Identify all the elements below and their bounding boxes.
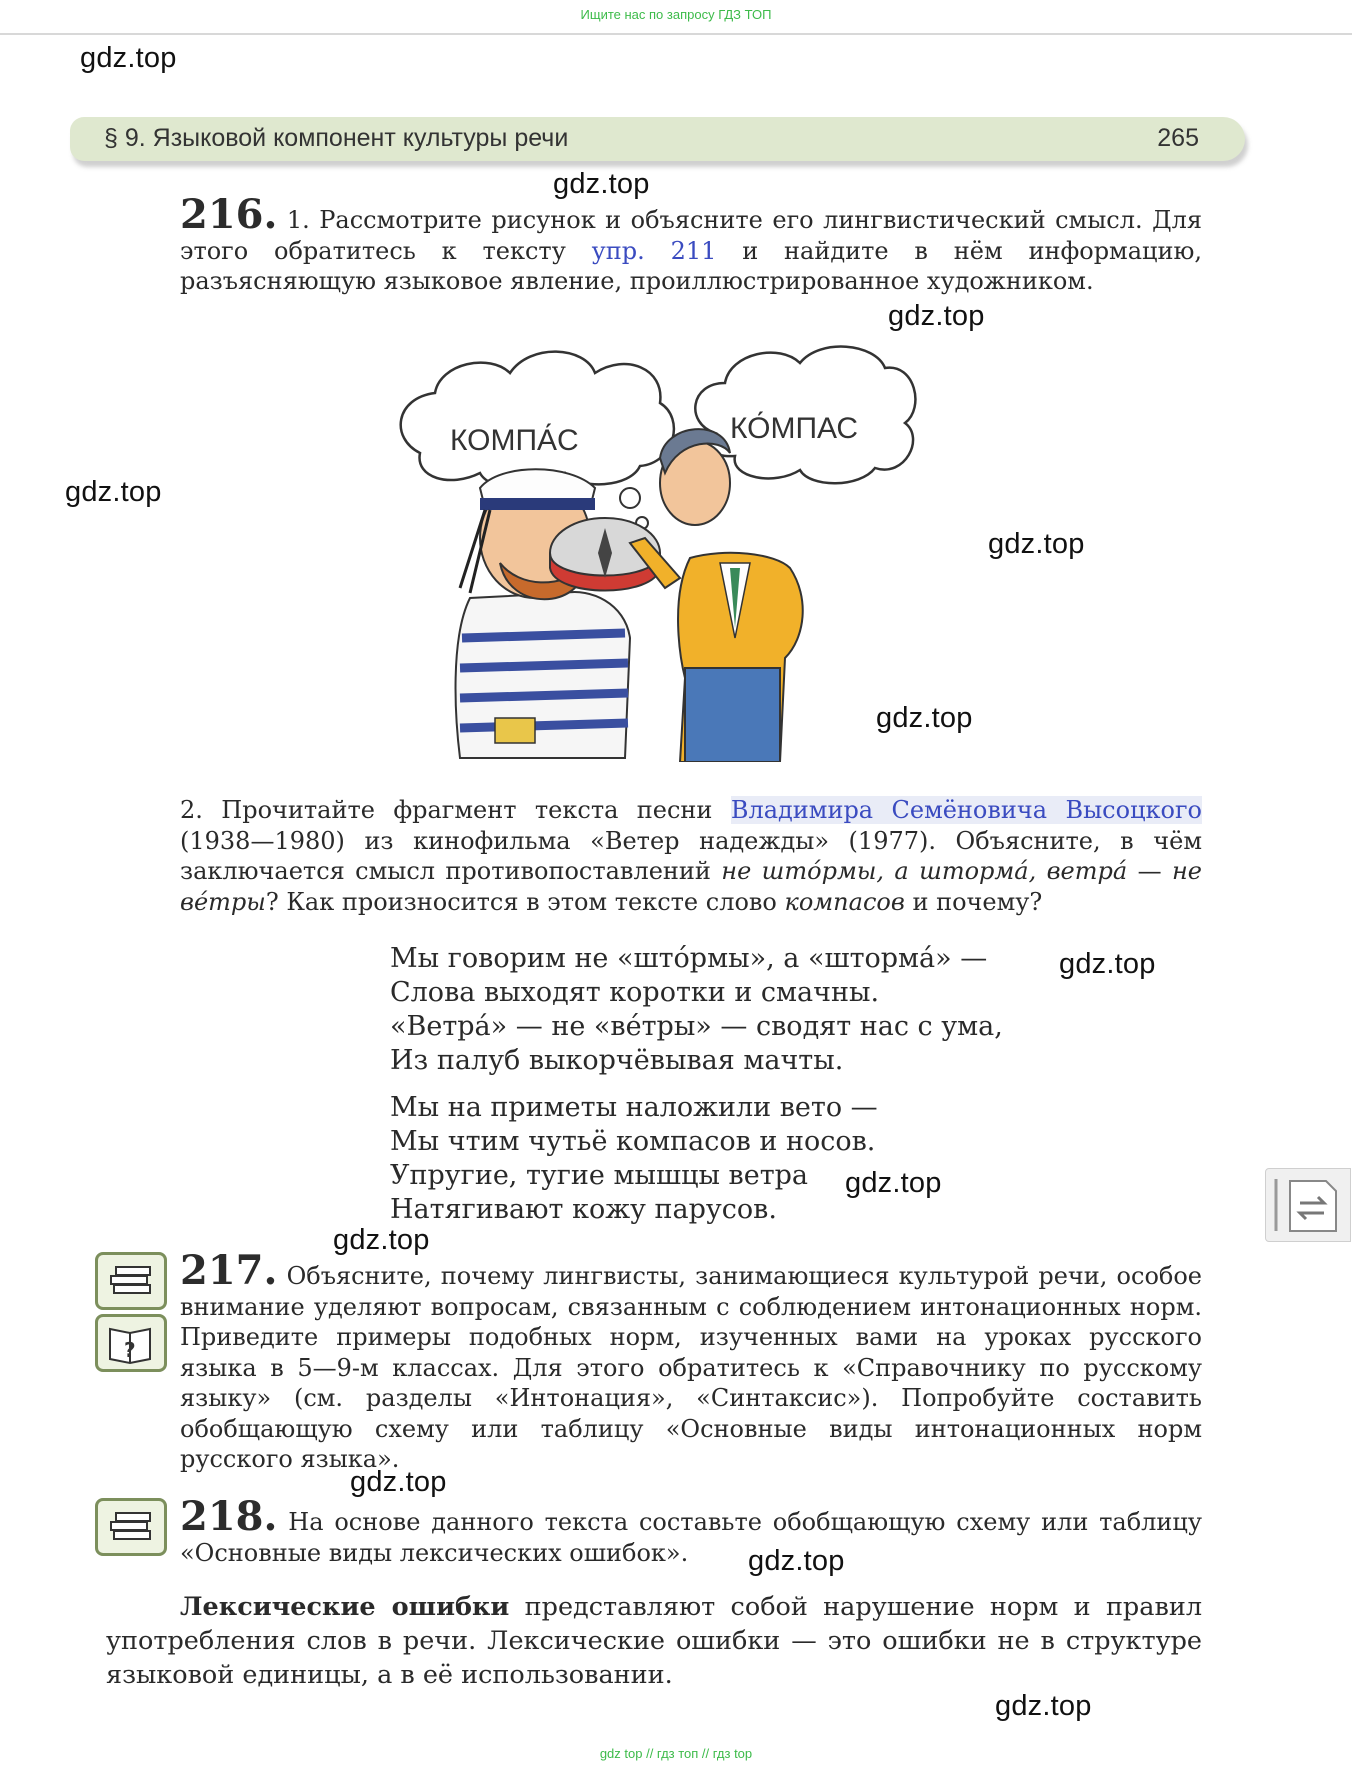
poem-line: Натягивают кожу парусов. (390, 1194, 777, 1225)
poem-line: Мы чтим чутьё компасов и носов. (390, 1126, 876, 1157)
watermark: gdz.top (995, 1690, 1092, 1722)
task-text: (1938—1980) из кинофильма «Ветер надежды» (1977). Объясните, в чём заключается смысл противопоставлений (180, 826, 1202, 885)
watermark: gdz.top (80, 42, 177, 74)
poem-line: Из палуб выкорчёвывая мачты. (390, 1045, 844, 1076)
poem-line: Упругие, тугие мышцы ветра (390, 1160, 809, 1191)
task-text: На основе данного текста составьте обобщающую схему или таблицу «Основные виды лексических ошибок». (180, 1508, 1202, 1567)
top-banner: Ищите нас по запросу ГДЗ ТОП (0, 0, 1352, 35)
task-text: 1. Рассмотрите рисунок и объясните его лингвистический смысл. Для этого обратитесь к тексту (180, 206, 1202, 265)
exercise-216-task-1 (180, 191, 1202, 297)
task-text: 2. Прочитайте фрагмент текста песни (180, 796, 713, 824)
exercise-217 (180, 1247, 1202, 1475)
exercise-number: 216. (180, 191, 278, 238)
poem-stanza-1 (390, 942, 1003, 1078)
svg-text:?: ? (124, 1338, 136, 1362)
exercise-number: 218. (180, 1493, 278, 1540)
illustration (380, 338, 920, 762)
books-icon (95, 1252, 167, 1310)
page-switch-button[interactable] (1265, 1168, 1351, 1242)
watermark: gdz.top (333, 1224, 430, 1256)
term-bold: Лексические ошибки (180, 1592, 510, 1622)
task-text: и почему? (912, 887, 1043, 916)
watermark: gdz.top (553, 168, 650, 200)
italic-example: не ве́тры (180, 857, 1202, 916)
watermark: gdz.top (876, 702, 973, 734)
paragraph-text: представляют собой нарушение норм и правил употребления слов в речи. Лексические ошибки — это ошибки не в структуре языковой единицы, а в её использовании. (106, 1592, 1203, 1690)
italic-example: компасов (784, 887, 905, 916)
poem-line: Слова выходят коротки и смачны. (390, 977, 880, 1008)
poem-line: Мы на приметы наложили вето — (390, 1092, 878, 1123)
task-text: и найдите в нём информацию, разъясняющую языковое явление, проиллюстрированное художником. (180, 236, 1202, 295)
task-text: ? Как произносится в этом тексте слово (265, 887, 777, 916)
exercise-216-task-2 (180, 795, 1202, 917)
watermark: gdz.top (748, 1545, 845, 1577)
paragraph-lexical-errors (106, 1590, 1202, 1692)
cloud-right-word: КО́МПАС (730, 412, 859, 445)
page-number: 265 (1157, 124, 1199, 152)
cloud-left-word: КОМПА́С (450, 424, 579, 457)
books-icon (95, 1498, 167, 1556)
dash: — (1137, 857, 1162, 885)
watermark: gdz.top (988, 528, 1085, 560)
poem-line: «Ветрá» — не «ве́тры» — сводят нас с ума, (390, 1011, 1003, 1042)
section-title: § 9. Языковой компонент культуры речи (104, 124, 569, 152)
question-book-icon (95, 1314, 167, 1372)
poem-line: Мы говорим не «што́рмы», а «штормá» — (390, 943, 988, 974)
watermark: gdz.top (888, 300, 985, 332)
exercise-link[interactable]: упр. 211 (591, 236, 717, 265)
exercise-number: 217. (180, 1247, 278, 1294)
task-text: Объясните, почему лингвисты, занимающиеся культурой речи, особое внимание уделяют вопросам, связанным с соблюдением интонационных норм. Приведите примеры подобных норм, изученных вами на уроках русского языка в 5—9-м классах. Для этого обратитесь к «Справочнику по русскому языку» (см. разделы «Интонация», «Синтаксис»). Попробуйте составить обобщающую схему или таблицу «Основные виды интонационных норм русского языка». (180, 1262, 1202, 1473)
section-header (70, 117, 1245, 161)
watermark: gdz.top (350, 1466, 447, 1498)
poem-stanza-2 (390, 1091, 878, 1227)
author-link[interactable]: Владимира Семёновича Высоцкого (730, 796, 1202, 824)
watermark: gdz.top (65, 476, 162, 508)
sailor-figure (456, 469, 630, 758)
watermark: gdz.top (845, 1167, 942, 1199)
footer-links[interactable]: gdz top // гдз топ // гдз top (599, 1746, 753, 1761)
exercise-218 (180, 1493, 1202, 1568)
italic-example: не што́рмы, а штормá, ветрá (721, 857, 1128, 885)
watermark: gdz.top (1059, 948, 1156, 980)
